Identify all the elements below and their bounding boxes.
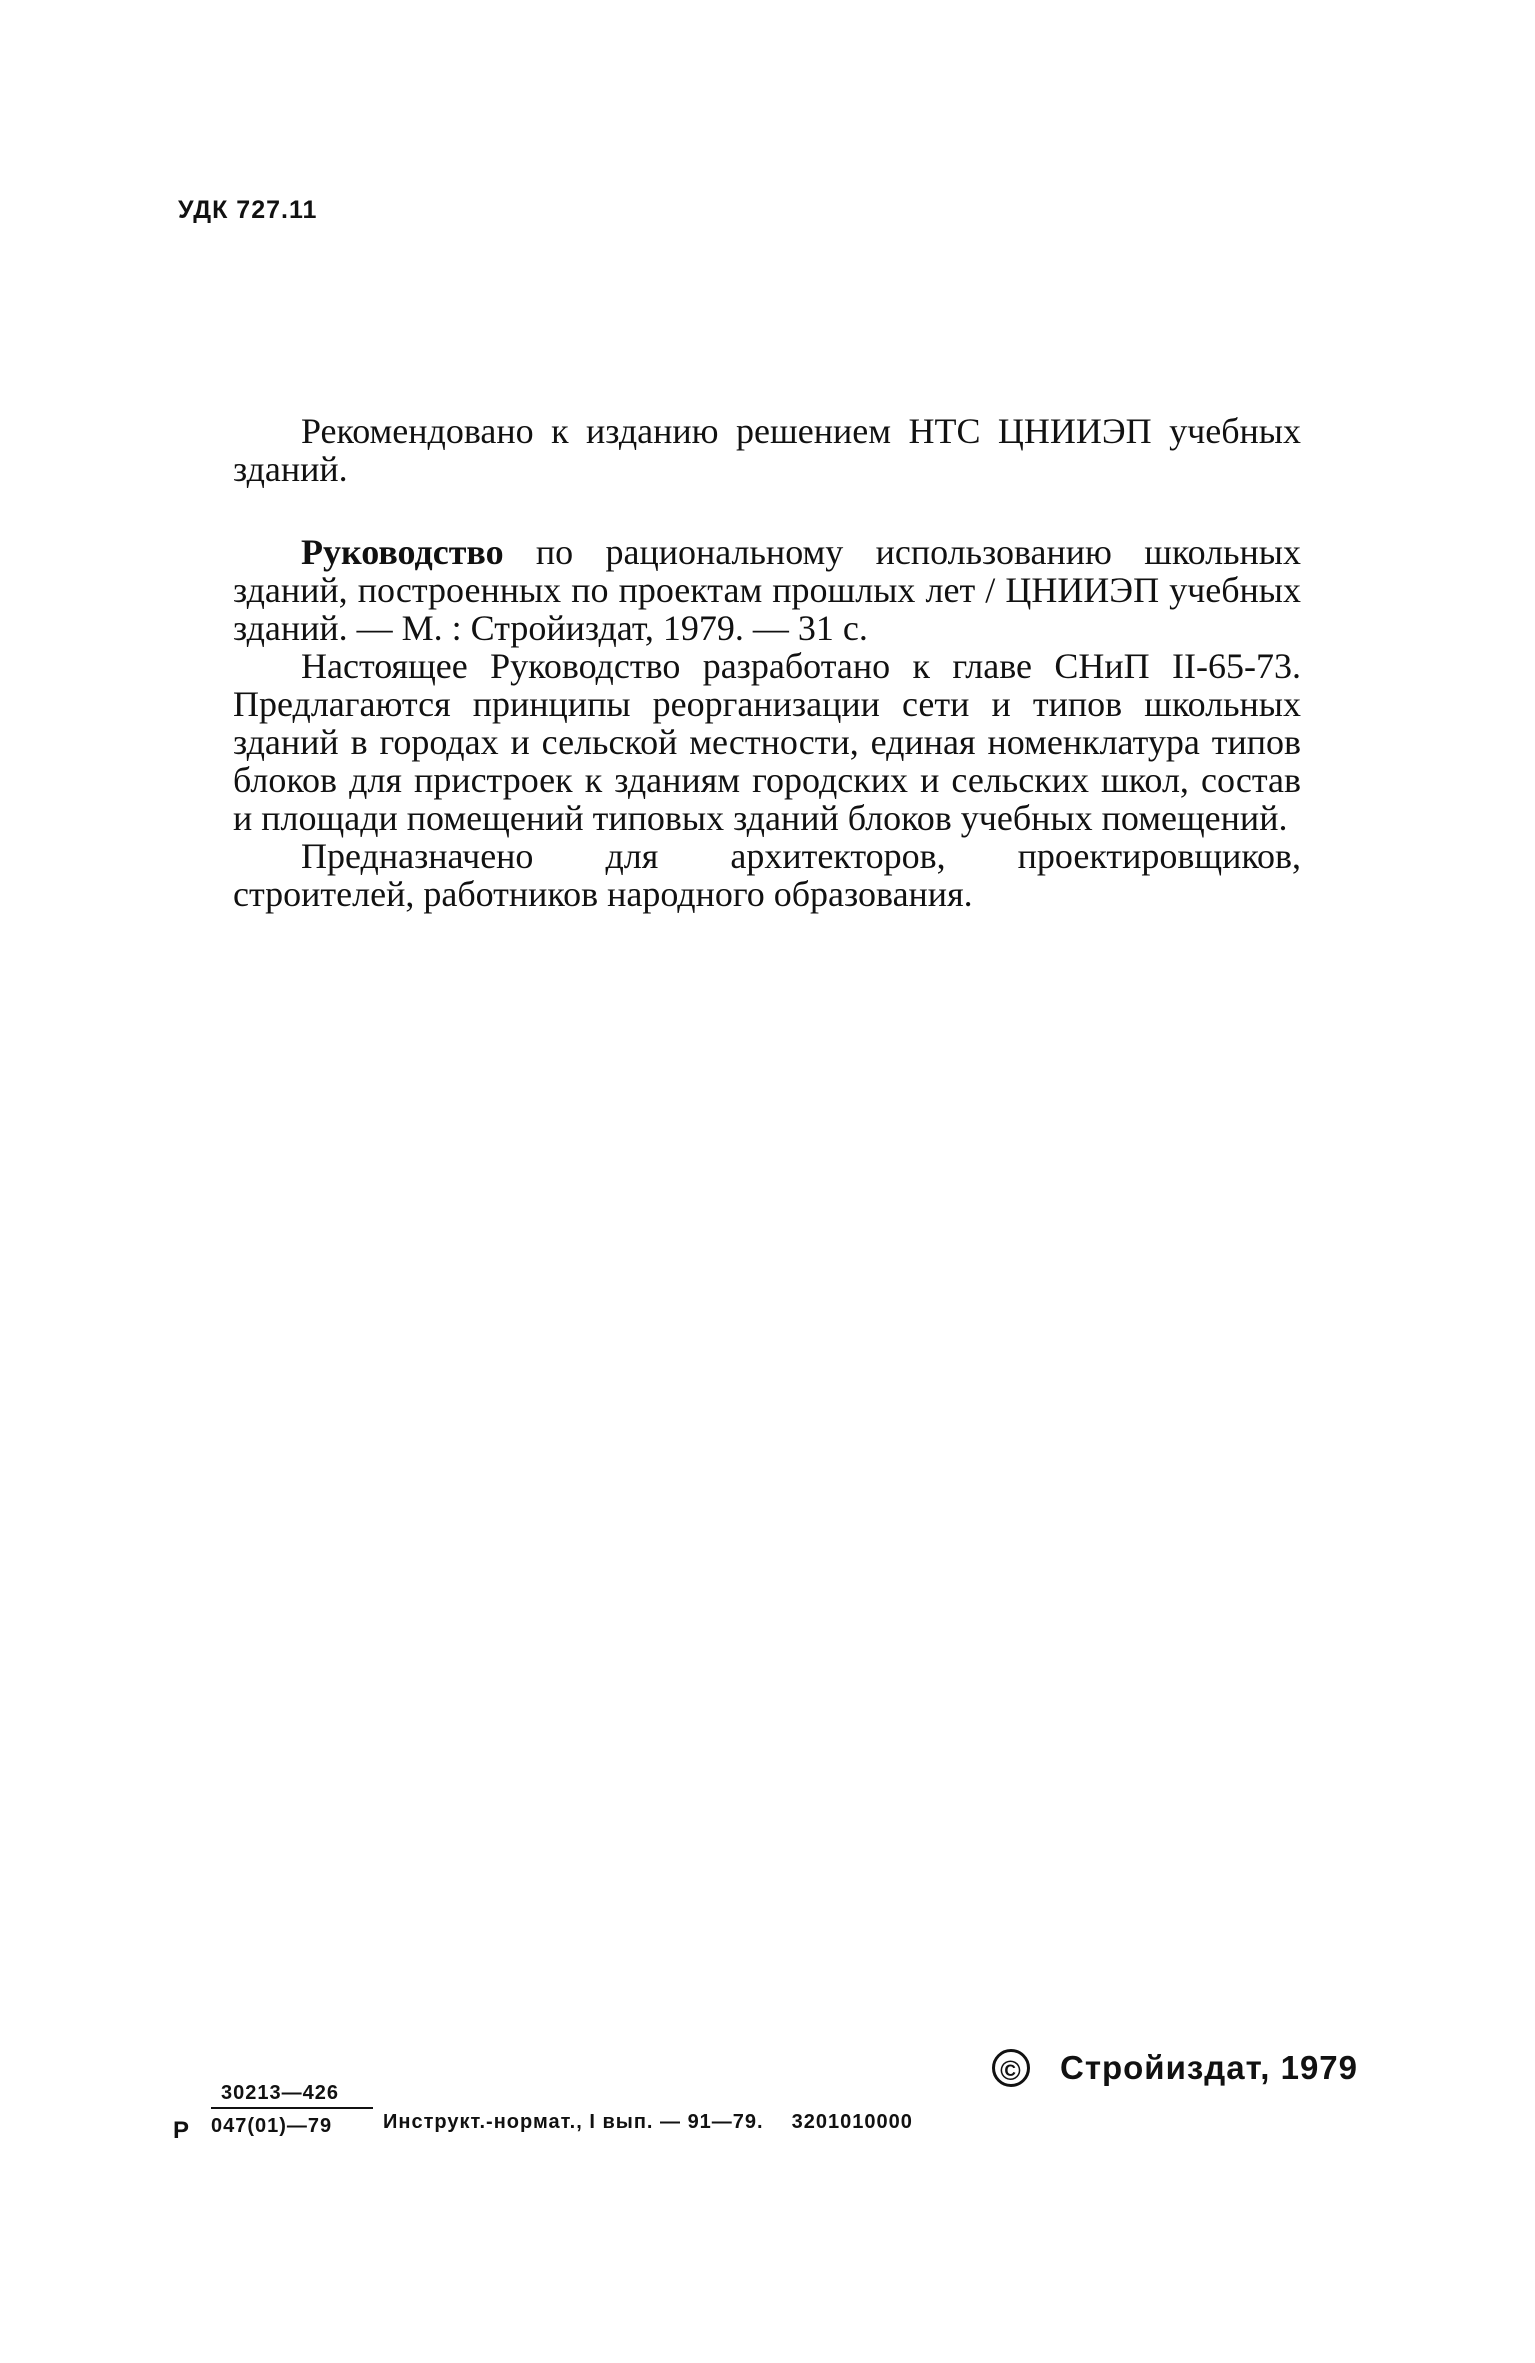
copyright-line — [992, 2049, 1358, 2087]
citation-text: по рациональному использованию школьных зданий, построенных по проектам прошлых лет / ЦНИИЭП учебных зданий. — М. : Стройиздат, 1979. — 31 с. — [233, 532, 1301, 648]
citation-title: Руководство — [301, 532, 504, 572]
imprint-denominator: 047(01)—79 — [211, 2115, 333, 2137]
citation-paragraph — [233, 533, 1301, 647]
description-paragraph: Настоящее Руководство разработано к главе СНиП II-65-73. Предлагаются принципы реорганизации сети и типов школьных зданий в городах и сельской местности, единая номенклатура типов блоков для пристроек к зданиям городских и сельских школ, состав и площади помещений типовых зданий блоков учебных помещений. — [233, 646, 1301, 838]
audience-paragraph: Предназначено для архитекторов, проектировщиков, строителей, работников народного образования. — [233, 836, 1301, 914]
copyright-text: Стройиздат, 1979 — [1060, 2049, 1359, 2086]
recommendation-note — [233, 412, 1301, 488]
imprint-prefix: Р — [173, 2117, 191, 2144]
recommendation-text: Рекомендовано к изданию решением НТС ЦНИИЭП учебных зданий. — [233, 411, 1301, 489]
abstract — [233, 533, 1301, 913]
udk-code: УДК 727.11 — [178, 196, 318, 224]
imprint-info-line — [383, 2111, 913, 2134]
imprint-info: Инструкт.-нормат., I вып. — 91—79. — [383, 2111, 764, 2133]
imprint-fraction — [211, 2082, 373, 2138]
copyright-icon: © — [992, 2049, 1030, 2087]
imprint-code: 3201010000 — [791, 2111, 913, 2133]
imprint-numerator: 30213—426 — [211, 2082, 373, 2109]
